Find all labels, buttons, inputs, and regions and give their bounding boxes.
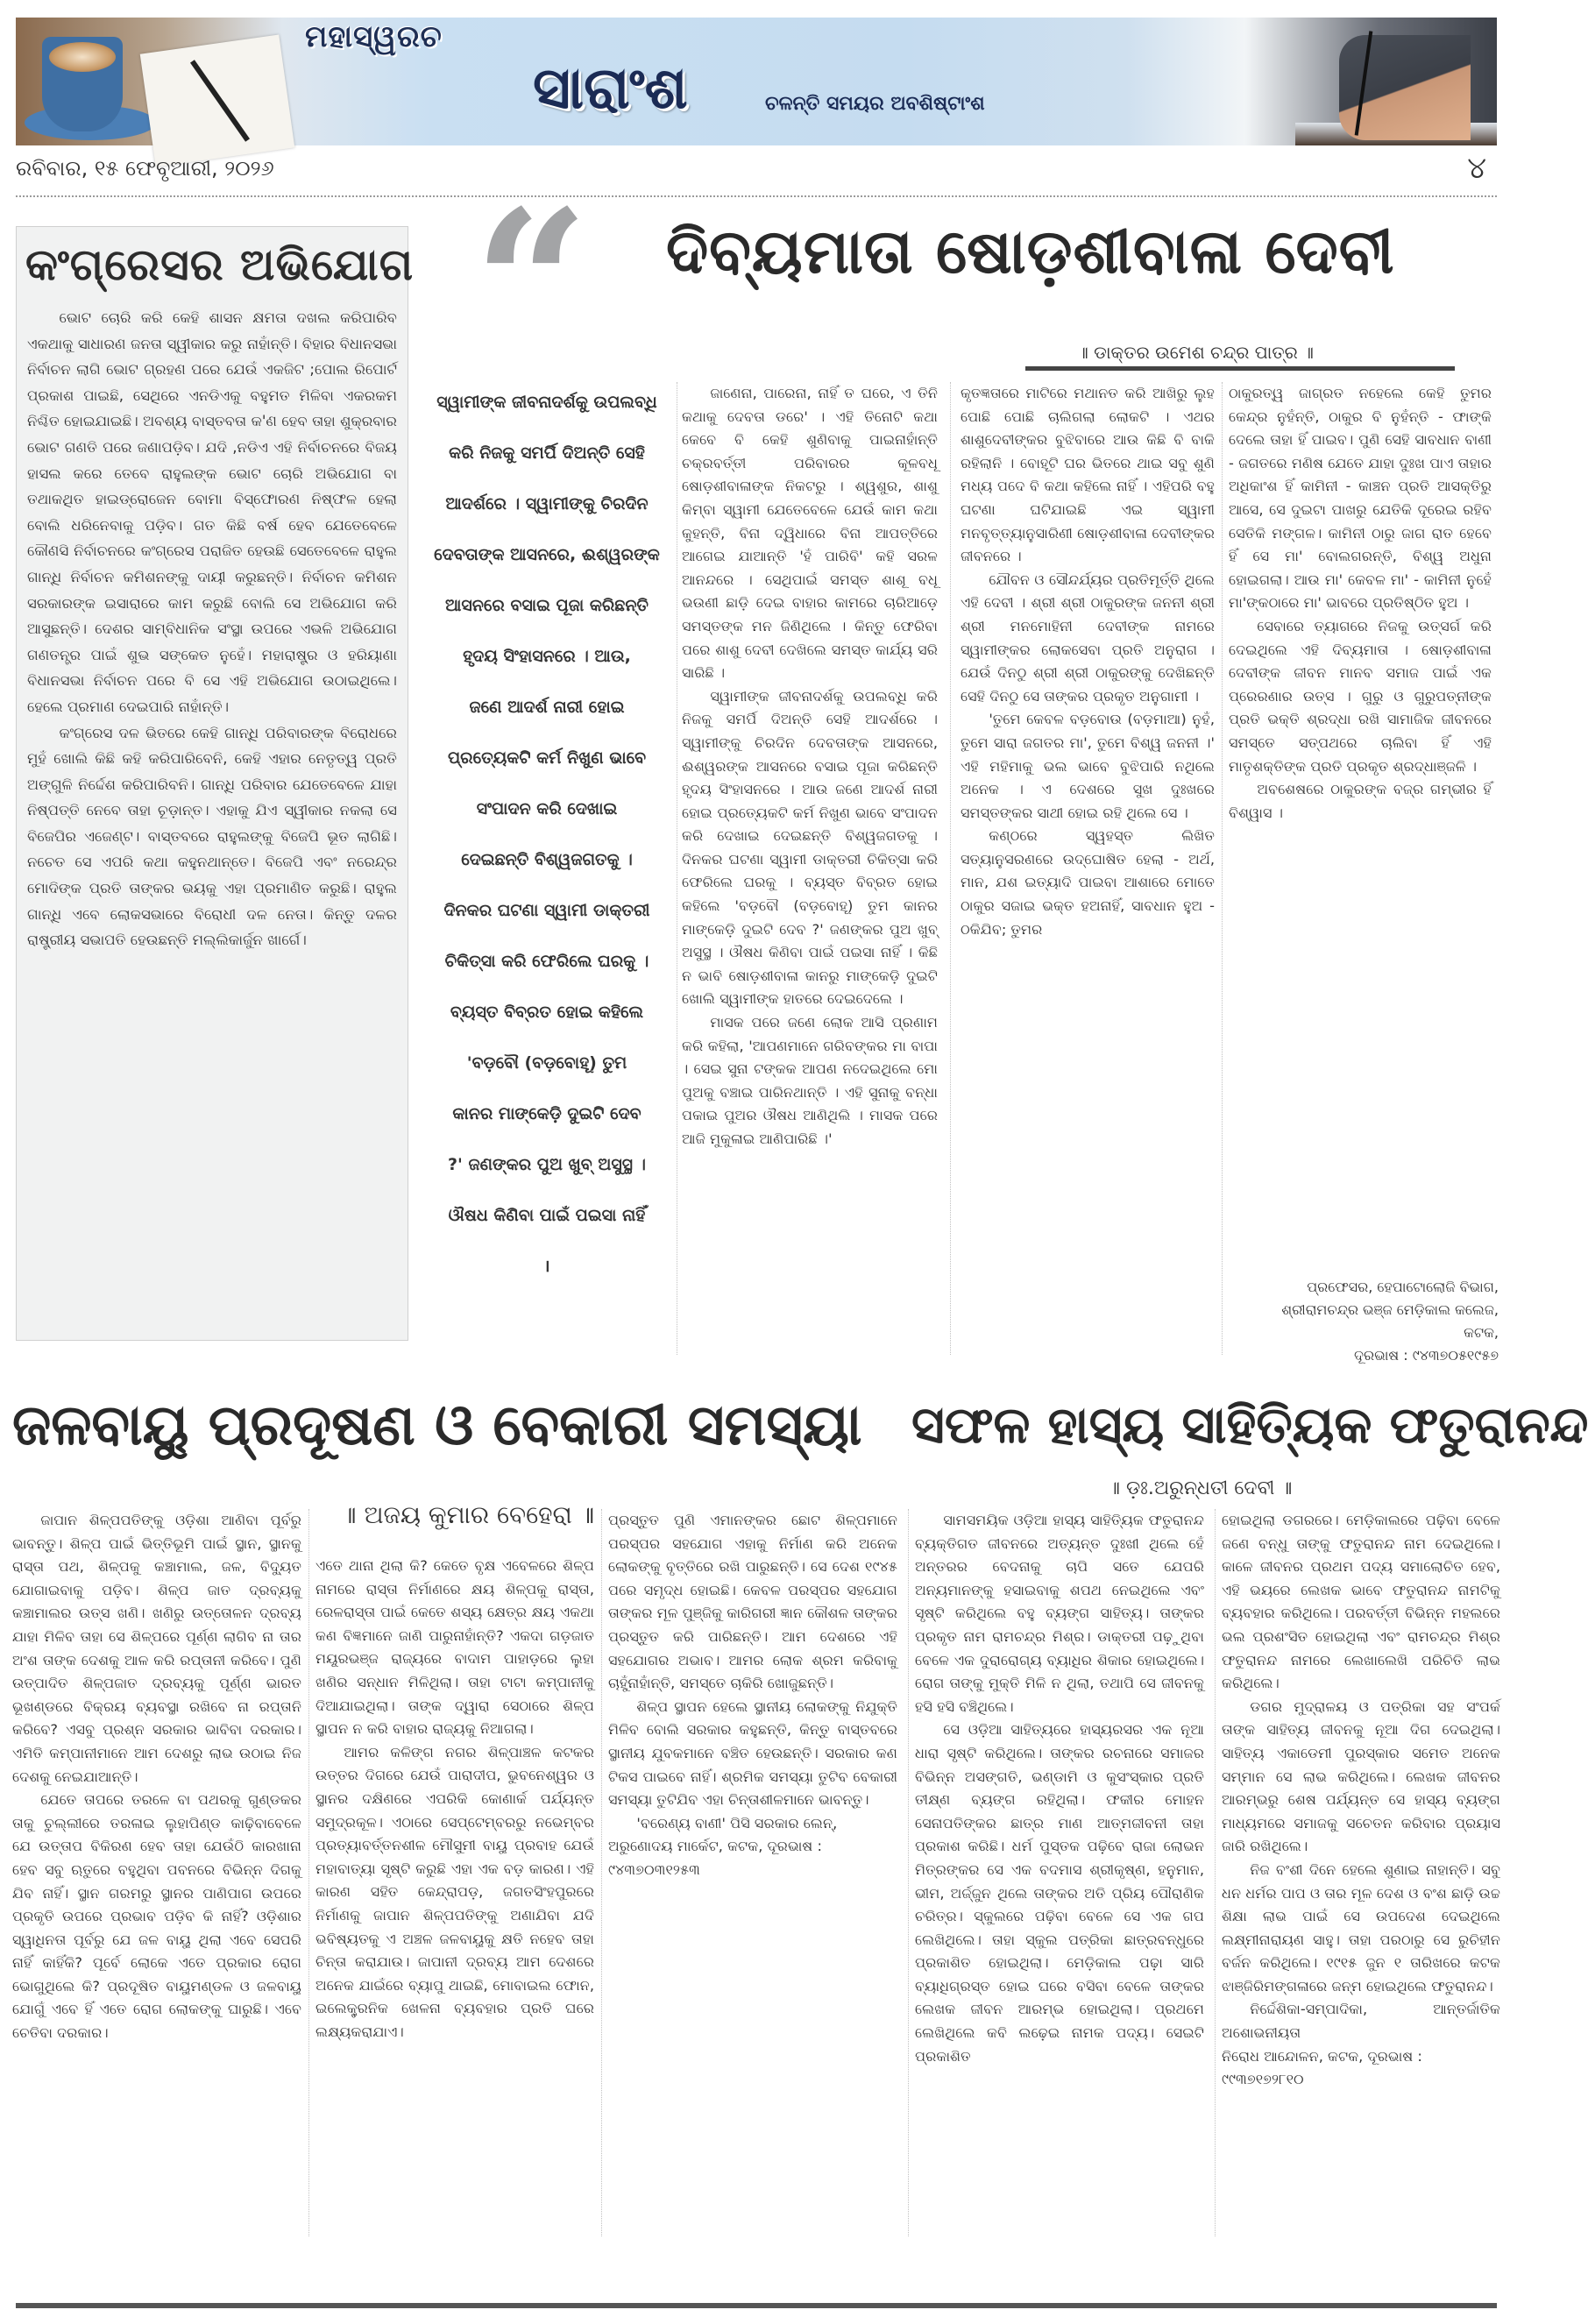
- climate-column-3: [608, 1509, 897, 2236]
- pull-quote-line: ଦେଇଛନ୍ତି ବିଶ୍ୱଜଗତକୁ ।: [461, 850, 633, 869]
- feature-paragraph: ଯୌବନ ଓ ସୌନ୍ଦର୍ଯ୍ୟର ପ୍ରତିମୂର୍ତ୍ତି ଥିଲେ ଏହି ଦେବୀ । ଶ୍ରୀ ଶ୍ରୀ ଠାକୁରଙ୍କ ଜନନୀ ଶ୍ରୀ ଶ୍ରୀ ମନମୋହିନୀ ଦେବୀଙ୍କ ନାମରେ ସ୍ୱାମୀଙ୍କର ଲୋକସେବା ପ୍ରତି ଅନୁରାଗ । ଯେଉଁ ଦିନଠୁ ଶ୍ରୀ ଶ୍ରୀ ଠାକୁରଙ୍କୁ ଦେଖିଛନ୍ତି ସେହି ଦିନଠୁ ସେ ତାଙ୍କର ପ୍ରକୃତ ଅନୁଗାମୀ ।: [961, 570, 1215, 705]
- climate-paragraph: ଏତେ ଥାନା ଥିଲା କି? କେତେ ବୃକ୍ଷ ଏବେଳରେ ଶିଳ୍ପ ନାମରେ ରାସ୍ତା ନିର୍ମାଣରେ କ୍ଷୟ ଶିଳ୍ପକୁ ରାସ୍ତା, ରେଳରାସ୍ତା ପାଇଁ କେତେ ଶସ୍ୟ କ୍ଷେତ୍ର କ୍ଷୟ ଏକଥା କଣ ବିଜ୍ଞମାନେ ଜାଣି ପାରୁନାହାଁନ୍ତି? ଏକଦା ଗଡ଼ଜାତ ମୟୂରଭଞ୍ଜ ରାଜ୍ୟରେ ବାଦାମ ପାହାଡ଼ରେ ଲୁହା ଖଣିର ସନ୍ଧାନ ମିଳିଥିଲା। ତାହା ଟାଟା କମ୍ପାନୀକୁ ଦିଆଯାଇଥିଲା। ତାଙ୍କ ଦ୍ୱାରା ସେଠାରେ ଶିଳ୍ପ ସ୍ଥାପନ ନ କରି ବାହାର ରାଜ୍ୟକୁ ନିଆଗଲା।: [315, 1557, 594, 1738]
- feature-paragraph: 'ତୁମେ କେବଳ ବଡ଼ବୋଉ (ବଡ଼ମାଆ) ନୁହଁ, ତୁମେ ସାରା ଜଗତର ମା', ତୁମେ ବିଶ୍ୱ ଜନନୀ ।' ଏହି ମହିମାକୁ ଭଲ ଭାବେ ବୁଝିପାରି ନଥିଲେ ଅନେକ । ଏ ଦେଶରେ ସୁଖ ଦୁଃଖରେ ସମସ୍ତଙ୍କର ସାଥୀ ହୋଇ ରହି ଥିଲେ ସେ ।: [961, 711, 1215, 821]
- feature-headline: ଦିବ୍ୟମାତା ଷୋଡ଼ଶୀବାଳା ଦେବୀ: [666, 216, 1395, 287]
- editorial-headline: କଂଗ୍ରେସର ଅଭିଯୋଗ: [25, 239, 415, 290]
- feature-paragraph: କୃତଜ୍ଞତାରେ ମାଟିରେ ମଥାନତ କରି ଆଖିରୁ ଲୁହ ପୋଛି ପୋଛି ଚାଲିଗଲା ଲୋକଟି । ଏଥର ଶାଶୁଦେବୀଙ୍କର ବୁଝିବାରେ ଆଉ କିଛି ବି ବାକି ରହିଲାନି । ବୋହୂଟି ଘର ଭିତରେ ଥାଇ ସବୁ ଶୁଣି ମଧ୍ୟ ପଦେ ବି କଥା କହିଲେ ନାହିଁ । ଏହିପରି ବହୁ ଘଟଣା ଘଟିଯାଇଛି ଏଇ ସ୍ୱାମୀ ମନବୃତ୍ତ୍ୟାନୁସାରିଣୀ ଷୋଡ଼ଶୀବାଳା ଦେବୀଙ୍କର ଜୀବନରେ ।: [961, 385, 1215, 565]
- dateline: ରବିବାର, ୧୫ ଫେବୃଆରୀ, ୨୦୨୬: [16, 156, 274, 181]
- feature-column-1: [682, 382, 938, 1355]
- editorial-paragraph: ଭୋଟ ଚୋରି କରି କେହି ଶାସନ କ୍ଷମତା ଦଖଲ କରିପାରିବ ଏକଥାକୁ ସାଧାରଣ ଜନତା ସ୍ୱୀକାର କରୁ ନାହାଁନ୍ତି। ବିହାର ବିଧାନସଭା ନିର୍ବାଚନ ଲାଗି ଭୋଟ ଗ୍ରହଣ ପରେ ଯେଉଁ ଏକଜିଟ ;ପୋଲ ରିପୋର୍ଟ ପ୍ରକାଶ ପାଇଛି, ସେଥିରେ ଏନଡିଏକୁ ବହୁମତ ମିଳିବା ଏକରକମ ନିଶ୍ଚିତ ହୋଇଯାଇଛି। ଅବଶ୍ୟ ବାସ୍ତବତା କ'ଣ ହେବ ତାହା ଶୁକ୍ରବାର ଭୋଟ ଗଣତି ପରେ ଜଣାପଡ଼ିବ। ଯଦି ,ନଡିଏ ଏହି ନିର୍ବାଚନରେ ବିଜୟ ହାସଲ କରେ ତେବେ ରାହୁଲଙ୍କ ଭୋଟ ଚୋରି ଅଭିଯୋଗ ବା ତଥାକଥିତ ହାଇଡ୍ରୋଜେନ ବୋମା ବିସ୍ଫୋରଣ ନିଷ୍ଫଳ ହେଲା ବୋଲି ଧରିନେବାକୁ ପଡ଼ିବ। ଗତ କିଛି ବର୍ଷ ହେବ ଯେତେବେଳେ କୌଣସି ନିର୍ବାଚନରେ କଂଗ୍ରେସ ପରାଜିତ ହେଉଛି ସେତେବେଳେ ରାହୁଲ ଗାନ୍ଧି ନିର୍ବାଚନ କମିଶନଙ୍କୁ ଦାୟୀ କରୁଛନ୍ତି। ନିର୍ବାଚନ କମିଶନ ସରକାରଙ୍କ ଇସାରାରେ କାମ କରୁଛି ବୋଲି ସେ ଅଭିଯୋଗ କରି ଆସୁଛନ୍ତି। ଦେଶର ସାମ୍ବିଧାନିକ ସଂସ୍ଥା ଉପରେ ଏଭଳି ଅଭିଯୋଗ ଗଣତନ୍ତ୍ର ପାଇଁ ଶୁଭ ସଙ୍କେତ ନୁହେଁ। ମହାରାଷ୍ଟ୍ର ଓ ହରିୟାଣା ବିଧାନସଭା ନିର୍ବାଚନ ପରେ ବି ସେ ଏହି ଅଭିଯୋଗ ଉଠାଇଥିଲେ। ହେଲେ ପ୍ରମାଣ ଦେଇପାରି ନାହାଁନ୍ତି।: [27, 309, 397, 715]
- credit-line: ଶ୍ରୀରାମଚନ୍ଦ୍ର ଭଞ୍ଜ ମେଡ଼ିକାଲ କଲେଜ, କଟକ,: [1281, 1301, 1499, 1341]
- feature-byline: ॥ ଡାକ୍ତର ଉମେଶ ଚନ୍ଦ୍ର ପାତ୍ର ॥: [1078, 342, 1314, 363]
- section-title: ସାରାଂଶ: [533, 54, 688, 122]
- feature-paragraph: ଠାକୁରତ୍ୱ ଜାଗ୍ରତ ନହେଲେ କେହି ତୁମର କେନ୍ଦ୍ର ନୁହଁନ୍ତି, ଠାକୁର ବି ନୁହଁନ୍ତି - ଫାଙ୍କି ଦେଲେ ତାହା ହିଁ ପାଇବ। ପୁଣି ସେହି ସାବଧାନ ବାଣୀ - ଜଗତରେ ମଣିଷ ଯେତେ ଯାହା ଦୁଃଖ ପାଏ ତାହାର ଅଧିକାଂଶ ହିଁ କାମିନୀ - କାଞ୍ଚନ ପ୍ରତି ଆସକ୍ତିରୁ ଆସେ, ସେ ଦୁଇଟା ପାଖରୁ ଯେତିକି ଦୂରେଇ ରହିବ ସେତିକି ମଙ୍ଗଳ। କାମିନୀ ଠାରୁ ଜାଗ ରାତ ହେବେ ହିଁ ସେ ମା' ବୋଲଗରନ୍ତି, ବିଶ୍ୱ ଅଧୁନା ହୋଇଗଲା। ଆଉ ମା' କେବଳ ମା' - କାମିନୀ ନୁହେଁ ମା'ଙ୍କଠାରେ ମା' ଭାବରେ ପ୍ରତିଷ୍ଠିତ ହୁଅ ।: [1229, 385, 1492, 612]
- feature-paragraph: ଜାଣେନା, ପାରେନା, ନାହିଁ ତ ଘରେ, ଏ ତିନି କଥାକୁ ଦେବତା ଡରେ' । ଏହି ତିନୋଟି କଥା କେବେ ବି କେହି ଶୁଣିବାକୁ ପାଇନାହାଁନ୍ତି ଚକ୍ରବର୍ତ୍ତୀ ପରିବାରର କୂଳବଧୂ ଷୋଡ଼ଶୀବାଳାଙ୍କ ନିକଟରୁ । ଶ୍ୱଶୁର, ଶାଶୁ କିମ୍ବା ସ୍ୱାମୀ ଯେତେବେଳେ ଯେଉଁ କାମ କଥା କୁହନ୍ତି, ବିନା ଦ୍ୱିଧାରେ ବିନା ଆପତ୍ତିରେ ଆଗେଇ ଯାଆନ୍ତି 'ହଁ ପାରିବି' କହି ସରଳ ଆନନ୍ଦରେ । ସେଥିପାଇଁ ସମସ୍ତ ଶାଶୂ ବଧୂ ଭଉଣୀ ଛାଡ଼ି ଦେଇ ବାହାର କାମରେ ଚାରିଆଡ଼େ ସମସ୍ତଙ୍କ ମନ ଜିଣିଥିଲେ । କିନ୍ତୁ ଫେରିବା ପରେ ଶାଶୁ ଦେବୀ ଦେଖିଲେ ସମସ୍ତ କାର୍ଯ୍ୟ ସରି ସାରିଛି ।: [682, 385, 938, 682]
- pull-quote-line: ବ୍ୟସ୍ତ ବିବ୍ରତ ହୋଇ କହିଲେ: [450, 1003, 644, 1022]
- pull-quote-line: ଔଷଧ କିଣିବା ପାଇଁ ପଇସା ନାହିଁ: [448, 1206, 646, 1225]
- climate-column-1: [12, 1509, 301, 2236]
- feature-paragraph: ସେବାରେ ତ୍ୟାଗରେ ନିଜକୁ ଉତ୍ସର୍ଗ କରି ଦେଇଥିଲେ ଏହି ଦିବ୍ୟମାତା । ଷୋଡ଼ଶୀବାଳା ଦେବୀଙ୍କ ଜୀବନ ମାନବ ସମାଜ ପାଇଁ ଏକ ପ୍ରେରଣାର ଉତ୍ସ । ଗୁରୁ ଓ ଗୁରୁପତ୍ନୀଙ୍କ ପ୍ରତି ଭକ୍ତି ଶ୍ରଦ୍ଧା ରଖି ସାମାଜିକ ଜୀବନରେ ସମସ୍ତେ ସତ୍‌ପଥରେ ଚାଲିବା ହିଁ ଏହି ମାତୃଶକ୍ତିଙ୍କ ପ୍ରତି ପ୍ରକୃତ ଶ୍ରଦ୍ଧାଞ୍ଜଳି ।: [1229, 617, 1492, 775]
- pull-quote-line: ଆସନରେ ବସାଇ ପୂଜା କରିଛନ୍ତି: [445, 596, 649, 615]
- credit-line: ଦୂରଭାଷ : ୯୪୩୭୦୫୧୯୫୭: [1354, 1347, 1499, 1364]
- pull-quote-line: 'ବଡ଼ବୌ (ବଡ଼ବୋହୂ) ତୁମ: [466, 1053, 627, 1073]
- feature-paragraph: କଣ୍ଠରେ ସ୍ୱହସ୍ତ ଲିଖିତ ସତ୍ୟାନୁସରଣରେ ଉଦ୍‌ଘୋଷିତ ହେଲା - ଅର୍ଥ, ମାନ, ଯଶ ଇତ୍ୟାଦି ପାଇବା ଆଶାରେ ମୋତେ ଠାକୁର ସଜାଇ ଭକ୍ତ ହଅନାହିଁ, ସାବଧାନ ହୁଅ - ଠକିଯିବ; ତୁମର: [961, 827, 1215, 938]
- climate-paragraph: ଶିଳ୍ପ ସ୍ଥାପନ ହେଲେ ସ୍ଥାନୀୟ ଲୋକଙ୍କୁ ନିଯୁକ୍ତି ମିଳିବ ବୋଲି ସରକାର କହୁଛନ୍ତି, କିନ୍ତୁ ବାସ୍ତବରେ ସ୍ଥାନୀୟ ଯୁବକମାନେ ବଞ୍ଚିତ ହେଉଛନ୍ତି। ସରକାର କଣ ଟିକସ ପାଇବେ ନାହିଁ। ଶ୍ରମିକ ସମସ୍ୟା ତୁଟିବ ବେକାରୀ ସମସ୍ୟା ତୁଟିଯିବ ଏହା ଚିନ୍ତାଶୀଳମାନେ ଭାବନ୍ତୁ।: [608, 1697, 897, 1809]
- pull-quote-line: ?' ଜଣଙ୍କର ପୁଅ ଖୁବ୍ ଅସୁସ୍ଥ ।: [448, 1155, 646, 1174]
- climate-paragraph: ଆମର କଳିଙ୍ଗ ନଗର ଶିଳ୍ପାଞ୍ଚଳ କଟକର ଉତ୍ତର ଦିଗରେ ଯେଉଁ ପାରାଦୀପ, ଭୁବନେଶ୍ୱର ଓ ସ୍ଥାନର ଦକ୍ଷିଣରେ ଏପରିକି କୋଣାର୍କ ପର୍ଯ୍ୟନ୍ତ ସମୁଦ୍ରକୂଳ। ଏଠାରେ ସେପ୍ଟେମ୍ବରରୁ ନଭେମ୍ବର ପ୍ରତ୍ୟାବର୍ତ୍ତନଶୀଳ ମୌସୁମୀ ବାୟୁ ପ୍ରବାହ ଯେଉଁ ମହାବାତ୍ୟା ସୃଷ୍ଟି କରୁଛି ଏହା ଏକ ବଡ଼ କାରଣ। ଏହି କାରଣ ସହିତ କେନ୍ଦ୍ରାପଡ଼, ଜଗତସିଂହପୁରରେ ନିର୍ମାଣକୁ ଜାପାନ ଶିଳ୍ପପତିଙ୍କୁ ଅଣାଯିବା ଯଦି ଭବିଷ୍ୟତକୁ ଏ ଅଞ୍ଚଳ ଜଳବାୟୁକୁ କ୍ଷତି ନହେବ ତାହା ଚିନ୍ତା କରାଯାଉ। ଜାପାନୀ ଦ୍ରବ୍ୟ ଆମ ଦେଶରେ ଅନେକ ଯାଇଁରେ ବ୍ୟାପୁ ଥାଇଛି, ମୋବାଇଲ ଫୋନ, ଇଲେକ୍ଟ୍ରନିକ ଖେଳନା ବ୍ୟବହାର ପ୍ରତି ଘରେ ଲକ୍ଷ୍ୟକରାଯାଏ।: [315, 1743, 594, 2040]
- climate-paragraph: ଜାପାନ ଶିଳ୍ପପତିଙ୍କୁ ଓଡ଼ିଶା ଆଣିବା ପୂର୍ବରୁ ଭାବନ୍ତୁ। ଶିଳ୍ପ ପାଇଁ ଭିତ୍ତିଭୂମି ପାଇଁ ସ୍ଥାନ, ସ୍ଥାନକୁ ରାସ୍ତା ପଥ, ଶିଳ୍ପକୁ କଞ୍ଚାମାଲ, ଜଳ, ବିଦ୍ୟୁତ ଯୋଗାଇବାକୁ ପଡ଼ିବ। ଶିଳ୍ପ ଜାତ ଦ୍ରବ୍ୟକୁ କଞ୍ଚାମାଲର ଉତ୍ସ ଖଣି। ଖଣିରୁ ଉତ୍ତୋଳନ ଦ୍ରବ୍ୟ ଯାହା ମିଳିବ ତାହା ସେ ଶିଳ୍ପରେ ପୂର୍ଣ୍ଣ ଲାଗିବ ନା ତାର ଅଂଶ ତାଙ୍କ ଦେଶକୁ ଆଳ କରି ରପ୍ତାନୀ କରିବେ। ପୁଣି ଉତ୍ପାଦିତ ଶିଳ୍ପଜାତ ଦ୍ରବ୍ୟକୁ ପୂର୍ଣ୍ଣ ଭାରତ ଭୂଖଣ୍ଡରେ ବିକ୍ରୟ ବ୍ୟବସ୍ଥା ରଖିବେ ନା ରପ୍ତାନି କରିବେ? ଏସବୁ ପ୍ରଶ୍ନ ସରକାର ଭାବିବା ଦରକାର। ଏମିତି କମ୍ପାନୀମାନେ ଆମ ଦେଶରୁ ଲାଭ ଉଠାଇ ନିଜ ଦେଶକୁ ନେଇଯାଆନ୍ତି।: [12, 1512, 301, 1785]
- humour-paragraph: ସାମସମୟିକ ଓଡ଼ିଆ ହାସ୍ୟ ସାହିତ୍ୟିକ ଫତୁରାନନ୍ଦ ବ୍ୟକ୍ତିଗତ ଜୀବନରେ ଅତ୍ୟନ୍ତ ଦୁଃଖୀ ଥିଲେ ହେଁ ଅନ୍ତରର ବେଦନାକୁ ଚାପି ସତେ ଯେପରି ଅନ୍ୟମାନଙ୍କୁ ହସାଇବାକୁ ଶପଥ ନେଇଥିଲେ ଏବଂ ସୃଷ୍ଟି କରିଥିଲେ ବହୁ ବ୍ୟଙ୍ଗ ସାହିତ୍ୟ। ତାଙ୍କର ପ୍ରକୃତ ନାମ ରାମଚନ୍ଦ୍ର ମିଶ୍ର। ଡାକ୍ତରୀ ପଢ଼ୁଥିବା ବେଳେ ଏକ ଦୁରାରୋଗ୍ୟ ବ୍ୟାଧିର ଶିକାର ହୋଇଥିଲେ। ରୋଗ ତାଙ୍କୁ ମୁକ୍ତି ମିଳି ନ ଥିଲା, ତଥାପି ସେ ଜୀବନକୁ ହସି ହସି ବଞ୍ଚିଥିଲେ।: [915, 1512, 1204, 1715]
- quote-mark-icon: “: [473, 167, 590, 403]
- pull-quote-line: ଆଦର୍ଶରେ । ସ୍ୱାମୀଙ୍କୁ ଚିରଦିନ: [445, 494, 649, 514]
- column-divider: [908, 1509, 909, 2236]
- pull-quote-line: ।: [543, 1257, 550, 1276]
- pull-quote-line: ପ୍ରତ୍ୟେକଟି କର୍ମ ନିଖୁଣ ଭାବେ: [447, 748, 647, 768]
- humour-credit-line: ନିରୋଧ ଆନ୍ଦୋଳନ, କଟକ, ଦୂରଭାଷ :: [1222, 2047, 1422, 2065]
- feature-author-credit: [1244, 1276, 1499, 1367]
- climate-paragraph: ପ୍ରସ୍ତୁତ ପୁଣି ଏମାନଙ୍କର ଛୋଟ ଶିଳ୍ପମାନେ ପରସ୍ପର ସହଯୋଗ ଏହାକୁ ନିର୍ମାଣ କରି ଅନେକ ଲୋକଙ୍କୁ ବୃତ୍ତିରେ ରଖି ପାରୁଛନ୍ତି। ସେ ଦେଶ ୧୯୪୫ ପରେ ସମୃଦ୍ଧ ହୋଇଛି। କେବଳ ପରସ୍ପର ସହଯୋଗ ତାଙ୍କର ମୂଳ ପୁଞ୍ଜିକୁ କାରିଗରୀ ଜ୍ଞାନ କୌଶଳ ତାଙ୍କର ପ୍ରସ୍ତୁତ କରି ପାରିଛନ୍ତି। ଆମ ଦେଶରେ ଏହି ସହଯୋଗର ଅଭାବ। ଆମର ଲୋକ ଶ୍ରମ କରିବାକୁ ଚାହୁଁନାହାଁନ୍ତି, ସମସ୍ତେ ଚାକିରି ଖୋଜୁଛନ୍ତି।: [608, 1512, 897, 1692]
- humour-column-2: [1222, 1509, 1500, 2236]
- editorial-box: [16, 226, 415, 1341]
- pull-quote-line: କାନର ମାଙ୍କେଡ଼ି ଦୁଇଟି ଦେବ: [452, 1104, 642, 1123]
- editorial-paragraph: କଂଗ୍ରେସ ଦଳ ଭିତରେ କେହି ଗାନ୍ଧି ପରିବାରଙ୍କ ବିରୋଧରେ ମୁହଁ ଖୋଲି କିଛି କହି କରିପାରିବେନି, କେହି ଏହାର ନେତୃତ୍ୱ ପ୍ରତି ଅଙ୍ଗୁଳି ନିର୍ଦ୍ଦେଶ କରିପାରିବନି। ଗାନ୍ଧି ପରିବାର ଯେତେବେଳେ ଯାହା ନିଷ୍ପତ୍ତି ନେବେ ତାହା ଚୂଡ଼ାନ୍ତ। ଏହାକୁ ଯିଏ ସ୍ୱୀକାର ନକଲା ସେ ବିଜେପିର ଏଜେଣ୍ଟ। ବାସ୍ତବରେ ରାହୁଲଙ୍କୁ ବିଜେପି ଭୂତ ଲାଗିଛି। ନଚେତ ସେ ଏପରି କଥା କହୁନଥାନ୍ତେ। ବିଜେପି ଏବଂ ନରେନ୍ଦ୍ର ମୋଦିଙ୍କ ପ୍ରତି ତାଙ୍କର ଭୟକୁ ଏହା ପ୍ରମାଣିତ କରୁଛି। ରାହୁଲ ଗାନ୍ଧି ଏବେ ଲୋକସଭାରେ ବିରୋଧୀ ଦଳ ନେତା। କିନ୍ତୁ ଦଳର ରାଷ୍ଟ୍ରୀୟ ସଭାପତି ହେଉଛନ୍ତି ମଲ୍ଲିକାର୍ଜୁନ ଖାର୍ଗେ।: [27, 724, 397, 949]
- pull-quote: [426, 377, 668, 1292]
- byline-underline: [1025, 366, 1455, 371]
- column-divider: [601, 1509, 602, 2236]
- climate-paragraph: ଯେତେ ତାପରେ ତରଳେ ବା ପଥରକୁ ଗୁଣ୍ଡକର ତାକୁ ଚୁଲ୍ଲୀରେ ତରଳାଇ ଲୁହାପିଣ୍ଡ କାଢ଼ିବାବେଳେ ଯେ ଉତ୍ତାପ ବିକିରଣ ହେବ ତାହା ଯେଉଁଠି କାରଖାନା ହେବ ସବୁ ଋତୁରେ ବହୁଥିବା ପବନରେ ବିଭିନ୍ନ ଦିଗକୁ ଯିବ ନାହିଁ। ସ୍ଥାନ ଗରମରୁ ସ୍ଥାନର ପାଣିପାଗ ଉପରେ ପ୍ରକୃତି ଉପରେ ପ୍ରଭାବ ପଡ଼ିବ କି ନାହିଁ? ଓଡ଼ିଶାର ସ୍ୱାଧିନତା ପୂର୍ବରୁ ଯେ ଜଳ ବାୟୁ ଥିଲା ଏବେ ସେପରି ନାହିଁ କାହିଁକି? ପୂର୍ବେ ଲୋକେ ଏତେ ପ୍ରକାର ରୋଗ ଭୋଗୁଥିଲେ କି? ପ୍ରଦୂଷିତ ବାୟୁମଣ୍ଡଳ ଓ ଜଳବାୟୁ ଯୋଗୁଁ ଏବେ ହିଁ ଏତେ ରୋଗ ଲୋକଙ୍କୁ ଘାରୁଛି। ଏବେ ଚେତିବା ଦରକାର।: [12, 1791, 301, 2042]
- pull-quote-line: ହୃଦୟ ସିଂହାସନରେ । ଆଉ,: [463, 647, 631, 666]
- pull-quote-line: କରି ନିଜକୁ ସମର୍ପି ଦିଅନ୍ତି ସେହି: [449, 443, 645, 463]
- humour-paragraph: ନିଜ ବଂଶୀ ଦିନେ ହେଲେ ଶୁଣାଇ ନାହାନ୍ତି। ସବୁ ଧନ ଧର୍ମର ପାପ ଓ ତାର ମୂଳ ଦେଶ ଓ ବଂଶ ଛାଡ଼ି ଉଚ୍ଚ ଶିକ୍ଷା ଲାଭ ପାଇଁ ସେ ଉପଦେଶ ଦେଇଥିଲେ ଲକ୍ଷ୍ମୀନାରାୟଣ ସାହୁ। ତାହା ପରଠାରୁ ସେ ରୁଚିହୀନ ବର୍ଜନ କରିଥିଲେ। ୧୯୧୫ ଜୁନ ୧ ତାରିଖରେ କଟକ ଝାଞ୍ଜିରିମଙ୍ଗଳାରେ ଜନ୍ମ ହୋଇଥିଲେ ଫତୁରାନନ୍ଦ।: [1222, 1860, 1500, 1995]
- pull-quote-line: ସଂପାଦନ କରି ଦେଖାଇ: [476, 799, 618, 818]
- feature-column-3: [1229, 382, 1492, 1258]
- column-divider: [1222, 382, 1223, 1355]
- humour-paragraph: ସେ ଓଡ଼ିଆ ସାହିତ୍ୟରେ ହାସ୍ୟରସର ଏକ ନୂଆ ଧାରା ସୃଷ୍ଟି କରିଥିଲେ। ତାଙ୍କର ରଚନାରେ ସମାଜର ବିଭିନ୍ନ ଅସଙ୍ଗତି, ଭଣ୍ଡାମି ଓ କୁସଂସ୍କାର ପ୍ରତି ତୀକ୍ଷ୍ଣ ବ୍ୟଙ୍ଗ ରହିଥିଲା। ଫକୀର ମୋହନ ସେନାପତିଙ୍କର ଛାତ୍ର ମାଣ ଆତ୍ମଜୀବନୀ ତାହା ପ୍ରକାଶ କରିଛି। ଧର୍ମ ପୁସ୍ତକ ପଢ଼ିବେ ରାଜା ଲୋଭନ ମିତ୍ରଙ୍କର ସେ ଏକ ବଦମାସ ଶ୍ରୀକୃଷ୍ଣ, ହନୁମାନ, ଭୀମ, ଅର୍ଜ୍ଜୁନ ଥିଲେ ତାଙ୍କର ଅତି ପ୍ରିୟ ପୌରାଣିକ ଚରିତ୍ର। ସ୍କୁଲରେ ପଢ଼ିବା ବେଳେ ସେ ଏକ ଗପ ଲେଖିଥିଲେ। ତାହା ସ୍କୁଲ ପତ୍ରିକା ଛାତ୍ରବନ୍ଧୁରେ ପ୍ରକାଶିତ ହୋଇଥିଲା। ମେଡ଼ିକାଲ ପଢ଼ା ସାରି ବ୍ୟାଧିଗ୍ରସ୍ତ ହୋଇ ଘରେ ବସିବା ବେଳେ ତାଙ୍କର ଲେଖକ ଜୀବନ ଆରମ୍ଭ ହୋଇଥିଲା। ପ୍ରଥମେ ଲେଖିଥିଲେ କବି ଲଢ଼େଇ ନାମକ ପଦ୍ୟ। ସେଇଟି ପ୍ରକାଶିତ: [915, 1721, 1204, 2065]
- page-footer-rule: [16, 2303, 1497, 2308]
- humour-paragraph: ହୋଇଥିଲା ଡଗରରେ। ମେଡ଼ିକାଲରେ ପଢ଼ିବା ବେଳେ ଜଣେ ବନ୍ଧୁ ତାଙ୍କୁ ଫତୁରାନନ୍ଦ ନାମ ଦେଇଥିଲେ। କାଳେ ଜୀବନର ପ୍ରଥମ ପଦ୍ୟ ସମାଲୋଚିତ ହେବ, ଏହି ଭୟରେ ଲେଖକ ଭାବେ ଫତୁରାନନ୍ଦ ନାମଟିକୁ ବ୍ୟବହାର କରିଥିଲେ। ପରବର୍ତ୍ତୀ ବିଭିନ୍ନ ମହଲରେ ଭଲ ପ୍ରଶଂସିତ ହୋଇଥିଲା ଏବଂ ରାମଚନ୍ଦ୍ର ମିଶ୍ର ଫତୁରାନନ୍ଦ ନାମରେ ଲେଖାଲେଖି ପରିଚିତି ଲାଭ କରିଥିଲେ।: [1222, 1512, 1500, 1692]
- humour-credit-line: ନିର୍ଦ୍ଦେଶିକା-ସମ୍ପାଦିକା, ଆନ୍ତର୍ଜାତିକ ଅଶୋଭନୀୟତା: [1222, 2001, 1500, 2042]
- feature-paragraph: ଅବଶେଷରେ ଠାକୁରଙ୍କ ବଜ୍ର ଗମ୍ଭୀର ହିଁ ବିଶ୍ୱାସ ।: [1229, 781, 1492, 821]
- humour-credit-line: ୯୯୩୭୧୭୨୮୧୦: [1222, 2071, 1304, 2088]
- pull-quote-line: ସ୍ୱାମୀଙ୍କ ଜୀବନାଦର୍ଶକୁ ଉପଲବ୍ଧି: [436, 393, 657, 412]
- pull-quote-line: ଚିକିତ୍ସା କରି ଫେରିଲେ ଘରକୁ ।: [444, 952, 649, 971]
- editorial-body: [17, 296, 408, 953]
- pull-quote-line: ଜଣେ ଆଦର୍ଶ ନାରୀ ହୋଇ: [469, 698, 625, 717]
- pull-quote-line: ଦିନକର ଘଟଣା ସ୍ୱାମୀ ଡାକ୍ତରୀ: [443, 901, 650, 920]
- climate-article-headline: ଜଳବାୟୁ ପ୍ରଦୂଷଣ ଓ ବେକାରୀ ସମସ୍ୟା: [12, 1393, 862, 1458]
- publication-name: ମହାସ୍ୱରଚ: [305, 19, 443, 54]
- feature-paragraph: ସ୍ୱାମୀଙ୍କ ଜୀବନାଦର୍ଶକୁ ଉପଲବ୍ଧି କରି ନିଜକୁ ସମର୍ପି ଦିଅନ୍ତି ସେହି ଆଦର୍ଶରେ । ସ୍ୱାମୀଙ୍କୁ ଚିରଦିନ ଦେବତାଙ୍କ ଆସନରେ, ଈଶ୍ୱରଙ୍କ ଆସନରେ ବସାଇ ପୂଜା କରିଛନ୍ତି ହୃଦୟ ସିଂହାସନରେ । ଆଉ ଜଣେ ଆଦର୍ଶ ନାରୀ ହୋଇ ପ୍ରତ୍ୟେକଟି କର୍ମ ନିଖୁଣ ଭାବେ ସଂପାଦନ କରି ଦେଖାଇ ଦେଇଛନ୍ତି ବିଶ୍ୱଜଗତକୁ । ଦିନକର ଘଟଣା ସ୍ୱାମୀ ଡାକ୍ତରୀ ଚିକିତ୍ସା କରି ଫେରିଲେ ଘରକୁ । ବ୍ୟସ୍ତ ବିବ୍ରତ ହୋଇ କହିଲେ 'ବଡ଼ବୌ (ବଡ଼ବୋହୂ) ତୁମ କାନର ମାଙ୍କେଡ଼ି ଦୁଇଟି ଦେବ ?' ଜଣଙ୍କର ପୁଅ ଖୁବ୍ ଅସୁସ୍ଥ । ଔଷଧ କିଣିବା ପାଇଁ ପଇସା ନାହିଁ । କିଛି ନ ଭାବି ଷୋଡ଼ଶୀବାଳା କାନରୁ ମାଙ୍କେଡ଼ି ଦୁଇଟି ଖୋଲି ସ୍ୱାମୀଙ୍କ ହାତରେ ଦେଇଦେଲେ ।: [682, 687, 938, 1008]
- header-divider: [16, 195, 1497, 197]
- humour-paragraph: ଡଗର ମୁଦ୍ରାଳୟ ଓ ପତ୍ରିକା ସହ ସଂପର୍କ ତାଙ୍କ ସାହିତ୍ୟ ଜୀବନକୁ ନୂଆ ଦିଗ ଦେଇଥିଲା। ସାହିତ୍ୟ ଏକାଡେମୀ ପୁରସ୍କାର ସମେତ ଅନେକ ସମ୍ମାନ ସେ ଲାଭ କରିଥିଲେ। ଲେଖକ ଜୀବନର ଆରମ୍ଭରୁ ଶେଷ ପର୍ଯ୍ୟନ୍ତ ସେ ହାସ୍ୟ ବ୍ୟଙ୍ଗ ମାଧ୍ୟମରେ ସମାଜକୁ ସଚେତନ କରିବାର ପ୍ରୟାସ ଜାରି ରଖିଥିଲେ।: [1222, 1697, 1500, 1855]
- climate-column-2: [315, 1555, 594, 2236]
- credit-line: ପ୍ରଫେସର, ହେପାଟୋଲୋଜି ବିଭାଗ,: [1307, 1279, 1499, 1295]
- feature-column-2: [961, 382, 1215, 1355]
- column-divider: [950, 382, 951, 1355]
- climate-credit-line: ଅରୁଣୋଦୟ ମାର୍କେଟ, କଟକ, ଦୂରଭାଷ :: [608, 1838, 822, 1855]
- page-number: ୪: [1467, 151, 1486, 186]
- climate-article-byline: ॥ ଅଜୟ କୁମାର ବେହେରା ॥: [342, 1500, 595, 1529]
- masthead-banner: [16, 18, 1497, 145]
- coffee-cup-icon: [42, 37, 123, 131]
- section-tagline: ଚଳନ୍ତି ସମୟର ଅବଶିଷ୍ଟାଂଶ: [765, 93, 985, 115]
- feature-paragraph: ମାସକ ପରେ ଜଣେ ଲୋକ ଆସି ପ୍ରଣାମ କରି କହିଲା, 'ଆପଣମାନେ ଗରିବଙ୍କର ମା ବାପା । ସେଇ ସୁନା ଟଙ୍କକ ଆପଣ ନଦେଇଥିଲେ ମୋ ପୁଅକୁ ବଞ୍ଚାଇ ପାରିନଥାନ୍ତି । ଏହି ସୁନାକୁ ବନ୍ଧା ପକାଇ ପୁଅର ଔଷଧ ଆଣିଥିଲି । ମାସକ ପରେ ଆଜି ମୁକୁଳାଇ ଆଣିପାରିଛି ।': [682, 1014, 938, 1147]
- humour-column-1: [915, 1509, 1204, 2236]
- humour-article-headline: ସଫଳ ହାସ୍ୟ ସାହିତ୍ୟିକ ଫତୁରାନନ୍ଦ: [911, 1395, 1588, 1455]
- pull-quote-line: ଦେବତାଙ୍କ ଆସନରେ, ଈଶ୍ୱରଙ୍କ: [434, 545, 660, 564]
- climate-credit-line: 'ବରେଣ୍ୟ ବାଣୀ' ପିସି ସରକାର ଲେନ୍,: [636, 1814, 838, 1832]
- climate-credit-line: ୯୪୩୭୦୩୧୨୫୩: [608, 1860, 700, 1878]
- humour-article-byline: ॥ ଡ଼ଃ.ଅରୁନ୍ଧତୀ ଦେବୀ ॥: [1109, 1477, 1293, 1499]
- column-divider: [1215, 1509, 1216, 2236]
- column-divider: [308, 1509, 309, 2236]
